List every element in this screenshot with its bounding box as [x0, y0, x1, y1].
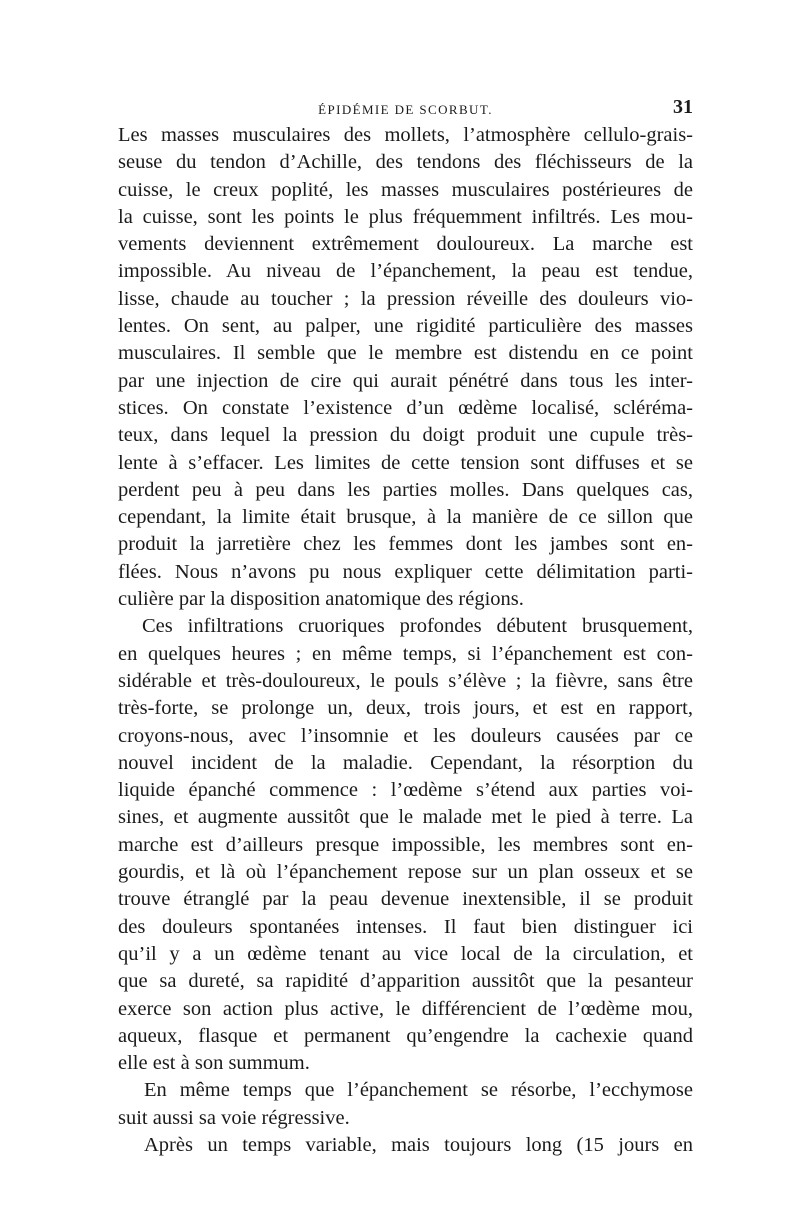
text-line: impossible. Au niveau de l’épanchement, la peau est tendue,	[118, 260, 693, 283]
text-line: flées. Nous n’avons pu nous expliquer cette délimitation parti-	[118, 560, 693, 583]
text-line: sidérable et très-douloureux, le pouls s’élève ; la fièvre, sans être	[118, 669, 693, 692]
text-line: la cuisse, sont les points le plus fréquemment infiltrés. Les mou-	[118, 205, 693, 228]
text-line: teux, dans lequel la pression du doigt produit une cupule très-	[118, 424, 693, 447]
paragraph-last-line: culière par la disposition anatomique des régions.	[118, 588, 524, 611]
text-line: vements deviennent extrêmement douloureux. La marche est	[118, 233, 693, 256]
text-line: qu’il y a un œdème tenant au vice local de la circulation, et	[118, 942, 693, 965]
page-number: 31	[673, 96, 693, 118]
text-line: Les masses musculaires des mollets, l’atmosphère cellulo-grais-	[118, 124, 693, 146]
paragraph-last-line: suit aussi sa voie régressive.	[118, 1106, 350, 1129]
paragraph-first-line: Ces infiltrations cruoriques profondes débutent brusquement,	[142, 615, 693, 638]
text-line: trouve étranglé par la peau devenue inextensible, il se produit	[118, 888, 693, 911]
text-line: croyons-nous, avec l’insomnie et les douleurs causées par ce	[118, 724, 693, 747]
text-line: en quelques heures ; en même temps, si l’épanchement est con-	[118, 642, 693, 665]
text-line: exerce son action plus active, le différencient de l’œdème mou,	[118, 997, 693, 1020]
text-line: stices. On constate l’existence d’un œdème localisé, scléréma-	[118, 396, 693, 419]
text-line: des douleurs spontanées intenses. Il faut bien distinguer ici	[118, 915, 693, 938]
text-line: nouvel incident de la maladie. Cependant, la résorption du	[118, 751, 693, 774]
text-line: lente à s’effacer. Les limites de cette tension sont diffuses et se	[118, 451, 693, 474]
text-line: perdent peu à peu dans les parties molles. Dans quelques cas,	[118, 478, 693, 501]
text-line: sines, et augmente aussitôt que le malade met le pied à terre. La	[118, 806, 693, 829]
text-line: musculaires. Il semble que le membre est distendu en ce point	[118, 342, 693, 365]
text-line: par une injection de cire qui aurait pénétré dans tous les inter-	[118, 369, 693, 392]
text-line: cuisse, le creux poplité, les masses musculaires postérieures de	[118, 178, 693, 201]
text-line: aqueux, flasque et permanent qu’engendre la cachexie quand	[118, 1024, 693, 1047]
running-title: ÉPIDÉMIE DE SCORBUT.	[318, 102, 493, 117]
text-line: que sa dureté, sa rapidité d’apparition aussitôt que la pesanteur	[118, 970, 693, 993]
paragraph-first-line: Après un temps variable, mais toujours long (15 jours en	[144, 1133, 693, 1156]
text-line: gourdis, et là où l’épanchement repose sur un plan osseux et se	[118, 861, 693, 884]
text-line: liquide épanché commence : l’œdème s’étend aux parties voi-	[118, 779, 693, 802]
text-line: produit la jarretière chez les femmes dont les jambes sont en-	[118, 533, 693, 556]
text-line: lisse, chaude au toucher ; la pression réveille des douleurs vio-	[118, 287, 693, 310]
text-line: lentes. On sent, au palper, une rigidité particulière des masses	[118, 315, 693, 338]
text-line: très-forte, se prolonge un, deux, trois jours, et est en rapport,	[118, 697, 693, 720]
paragraph-last-line: elle est à son summum.	[118, 1052, 310, 1075]
paragraph-first-line: En même temps que l’épanchement se résorbe, l’ecchymose	[144, 1079, 693, 1102]
text-line: marche est d’ailleurs presque impossible, les membres sont en-	[118, 833, 693, 856]
text-line: cependant, la limite était brusque, à la manière de ce sillon que	[118, 506, 693, 529]
body-text	[118, 122, 693, 1159]
text-line: seuse du tendon d’Achille, des tendons des fléchisseurs de la	[118, 151, 693, 174]
